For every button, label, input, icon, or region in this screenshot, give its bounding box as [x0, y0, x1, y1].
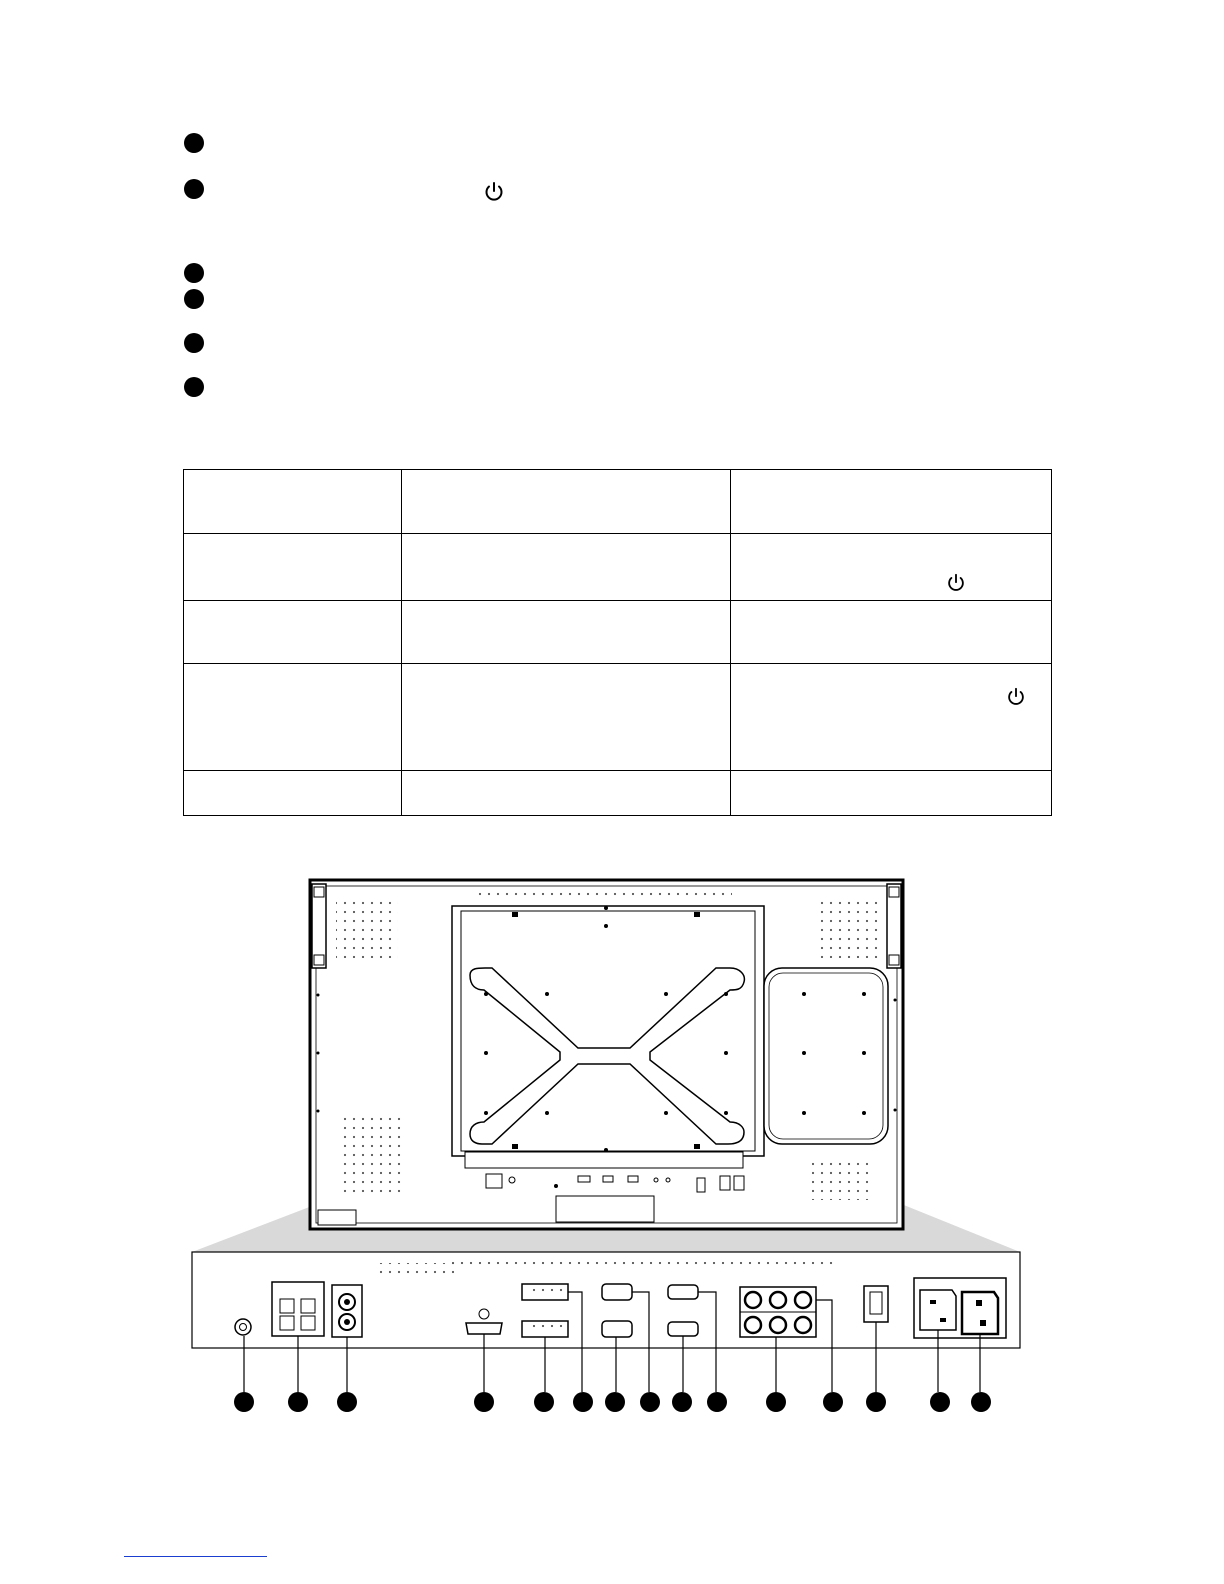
- table-cell: [402, 534, 731, 601]
- cell-text: [184, 601, 401, 613]
- table-cell: [731, 470, 1052, 534]
- callout-marker-13: [866, 1392, 886, 1412]
- callout-marker-8: [640, 1392, 660, 1412]
- component-rca-block: [740, 1287, 816, 1337]
- table-cell: [184, 470, 402, 534]
- table-row: [184, 601, 1052, 664]
- cell-text: [731, 771, 1051, 783]
- callout-marker-7: [605, 1392, 625, 1412]
- bullet-marker-5: [184, 333, 204, 353]
- table-cell: [184, 601, 402, 664]
- table-cell: [402, 664, 731, 771]
- table-cell: [184, 664, 402, 771]
- ac-sockets: [914, 1278, 1006, 1338]
- cell-text: [184, 470, 401, 482]
- table-cell: [402, 601, 731, 664]
- cell-text: [184, 771, 401, 783]
- table-cell: [184, 771, 402, 816]
- footer-link-underline[interactable]: [124, 1556, 267, 1557]
- table-row: [184, 470, 1052, 534]
- table-row: [184, 771, 1052, 816]
- bullet-marker-3: [184, 263, 204, 283]
- table-cell: [731, 771, 1052, 816]
- table-cell: [402, 771, 731, 816]
- cell-text: [402, 601, 730, 613]
- table-cell: [731, 534, 1052, 601]
- side-panel: [764, 968, 888, 1144]
- cell-text: [731, 534, 1051, 546]
- callout-marker-3: [337, 1392, 357, 1412]
- aux-jack: [235, 1319, 251, 1335]
- callout-marker-5: [534, 1392, 554, 1412]
- cell-text: [184, 534, 401, 546]
- callout-marker-14: [930, 1392, 950, 1412]
- table-row: [184, 664, 1052, 771]
- table-row: [184, 534, 1052, 601]
- callout-marker-15: [971, 1392, 991, 1412]
- connector-panel-enlarged: [192, 1252, 1020, 1392]
- power-icon: [1005, 686, 1027, 713]
- callout-marker-9: [672, 1392, 692, 1412]
- bullet-marker-2: [184, 179, 204, 199]
- callout-marker-10: [707, 1392, 727, 1412]
- cell-text: [731, 470, 1051, 482]
- bullet-marker-1: [184, 133, 204, 153]
- mounting-plate: [452, 906, 764, 1156]
- callout-marker-6: [573, 1392, 593, 1412]
- cell-text: [402, 664, 730, 676]
- cell-text: [731, 664, 1051, 676]
- callout-marker-11: [766, 1392, 786, 1412]
- bullet-marker-6: [184, 377, 204, 397]
- callout-marker-2: [288, 1392, 308, 1412]
- power-icon: [945, 572, 967, 599]
- table-cell: [184, 534, 402, 601]
- bullet-marker-4: [184, 289, 204, 309]
- speaker-terminals: [272, 1282, 324, 1336]
- power-icon: [482, 180, 506, 204]
- callout-marker-12: [823, 1392, 843, 1412]
- power-switch: [864, 1286, 888, 1322]
- table-cell: [731, 601, 1052, 664]
- rear-panel-diagram: [0, 870, 1224, 1430]
- cell-text: [184, 664, 401, 676]
- cell-text: [731, 601, 1051, 613]
- table-cell: [402, 470, 731, 534]
- spec-table: [183, 469, 1052, 816]
- callout-marker-1: [234, 1392, 254, 1412]
- cell-text: [402, 470, 730, 482]
- audio-rca-pair: [332, 1285, 362, 1337]
- callout-marker-4: [474, 1392, 494, 1412]
- table-cell: [731, 664, 1052, 771]
- cell-text: [402, 534, 730, 546]
- cell-text: [402, 771, 730, 783]
